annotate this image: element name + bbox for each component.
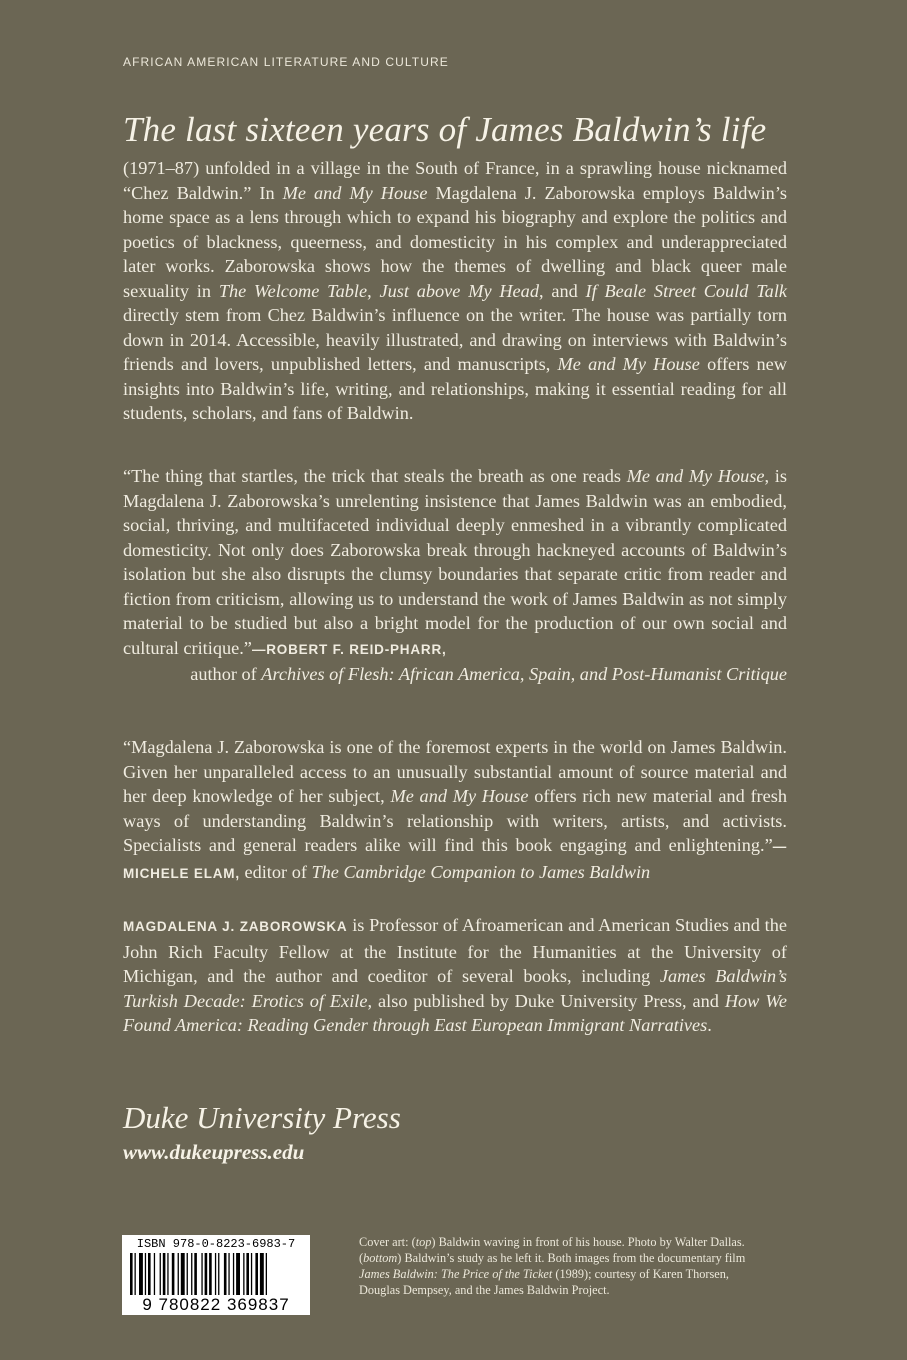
- quote2-book: The Cambridge Companion to James Baldwin: [311, 861, 651, 882]
- barcode-digits: 9 780822 369837: [122, 1295, 310, 1315]
- endorsement-quote-2: “Magdalena J. Zaborowska is one of the foremost experts in the world on James Baldwin. Given her unparalleled access to an unusually substantial amount of source material and her deep knowledge of her subject, Me and My House offers rich new material and fresh ways of understanding Baldwin’s relationship with writers, artists, and activists. Specialists and general readers alike will find this book engaging and enlightening.”—MICHELE ELAM, editor of The Cambridge Companion to James Baldwin: [123, 737, 788, 882]
- bio-name: MAGDALENA J. ZABOROWSKA: [123, 919, 348, 934]
- headline: The last sixteen years of James Baldwin’s life: [123, 110, 767, 149]
- isbn-label: ISBN 978-0-8223-6983-7: [136, 1237, 296, 1251]
- cover-art-credit: Cover art: (top) Baldwin waving in front of his house. Photo by Walter Dallas. (bottom) Baldwin’s study as he left it. Both images from the documentary film James Baldwin: The Price of the Ticket (1989); courtesy of Karen Thorsen, Douglas Dempsey, and the James Baldwin Project.: [359, 1235, 746, 1297]
- publisher-name: Duke University Press: [123, 1100, 401, 1135]
- description: (1971–87) unfolded in a village in the South of France, in a sprawling house nicknamed “Chez Baldwin.” In Me and My House Magdalena J. Zaborowska employs Baldwin’s home space as a lens through which to expand his biography and explore the politics and poetics of blackness, queerness, and domesticity in his complex and underappreciated later works. Zaborowska shows how the themes of dwelling and black queer male sexuality in The Welcome Table, Just above My Head, and If Beale Street Could Talk directly stem from Chez Baldwin’s influence on the writer. The house was partially torn down in 2014. Accessible, heavily illustrated, and drawing on interviews with Baldwin’s friends and lovers, unpublished letters, and manuscripts, Me and My House offers new insights into Baldwin’s life, writing, and relationships, making it essential reading for all students, scholars, and fans of Baldwin.: [123, 158, 788, 423]
- endorsement-quote-1: “The thing that startles, the trick that steals the breath as one reads Me and My House, is Magdalena J. Zaborowska’s unrelenting insistence that James Baldwin was an embodied, social, thriving, and multifaceted individual deeply enmeshed in a vibrantly complicated domesticity. Not only does Zaborowska break through hackneyed accounts of Baldwin’s isolation but she also disrupts the clumsy boundaries that separate critic from reader and fiction from criticism, allowing us to understand the work of James Baldwin as not simply material to be studied but also a bright model for the production of our own social and cultural critique.”—ROBERT F. REID-PHARR, author of Archives of Flesh: African America, Spain, and Post-Humanist Critique: [123, 466, 787, 684]
- publisher-url: www.dukeupress.edu: [123, 1140, 305, 1164]
- quote1-book: Archives of Flesh: African America, Spain, and Post-Humanist Critique: [261, 664, 787, 684]
- quote2-author: —MICHELE ELAM,: [123, 839, 787, 881]
- series-label: AFRICAN AMERICAN LITERATURE AND CULTURE: [123, 55, 449, 69]
- barcode: [122, 1235, 310, 1315]
- quote1-author: —ROBERT F. REID-PHARR,: [251, 641, 447, 657]
- author-bio: MAGDALENA J. ZABOROWSKA is Professor of Afroamerican and American Studies and the John Rich Faculty Fellow at the Institute for the Humanities at the University of Michigan, and the author and coeditor of several books, including James Baldwin’s Turkish Decade: Erotics of Exile, also published by Duke University Press, and How We Found America: Reading Gender through East European Immigrant Narratives.: [123, 915, 788, 1035]
